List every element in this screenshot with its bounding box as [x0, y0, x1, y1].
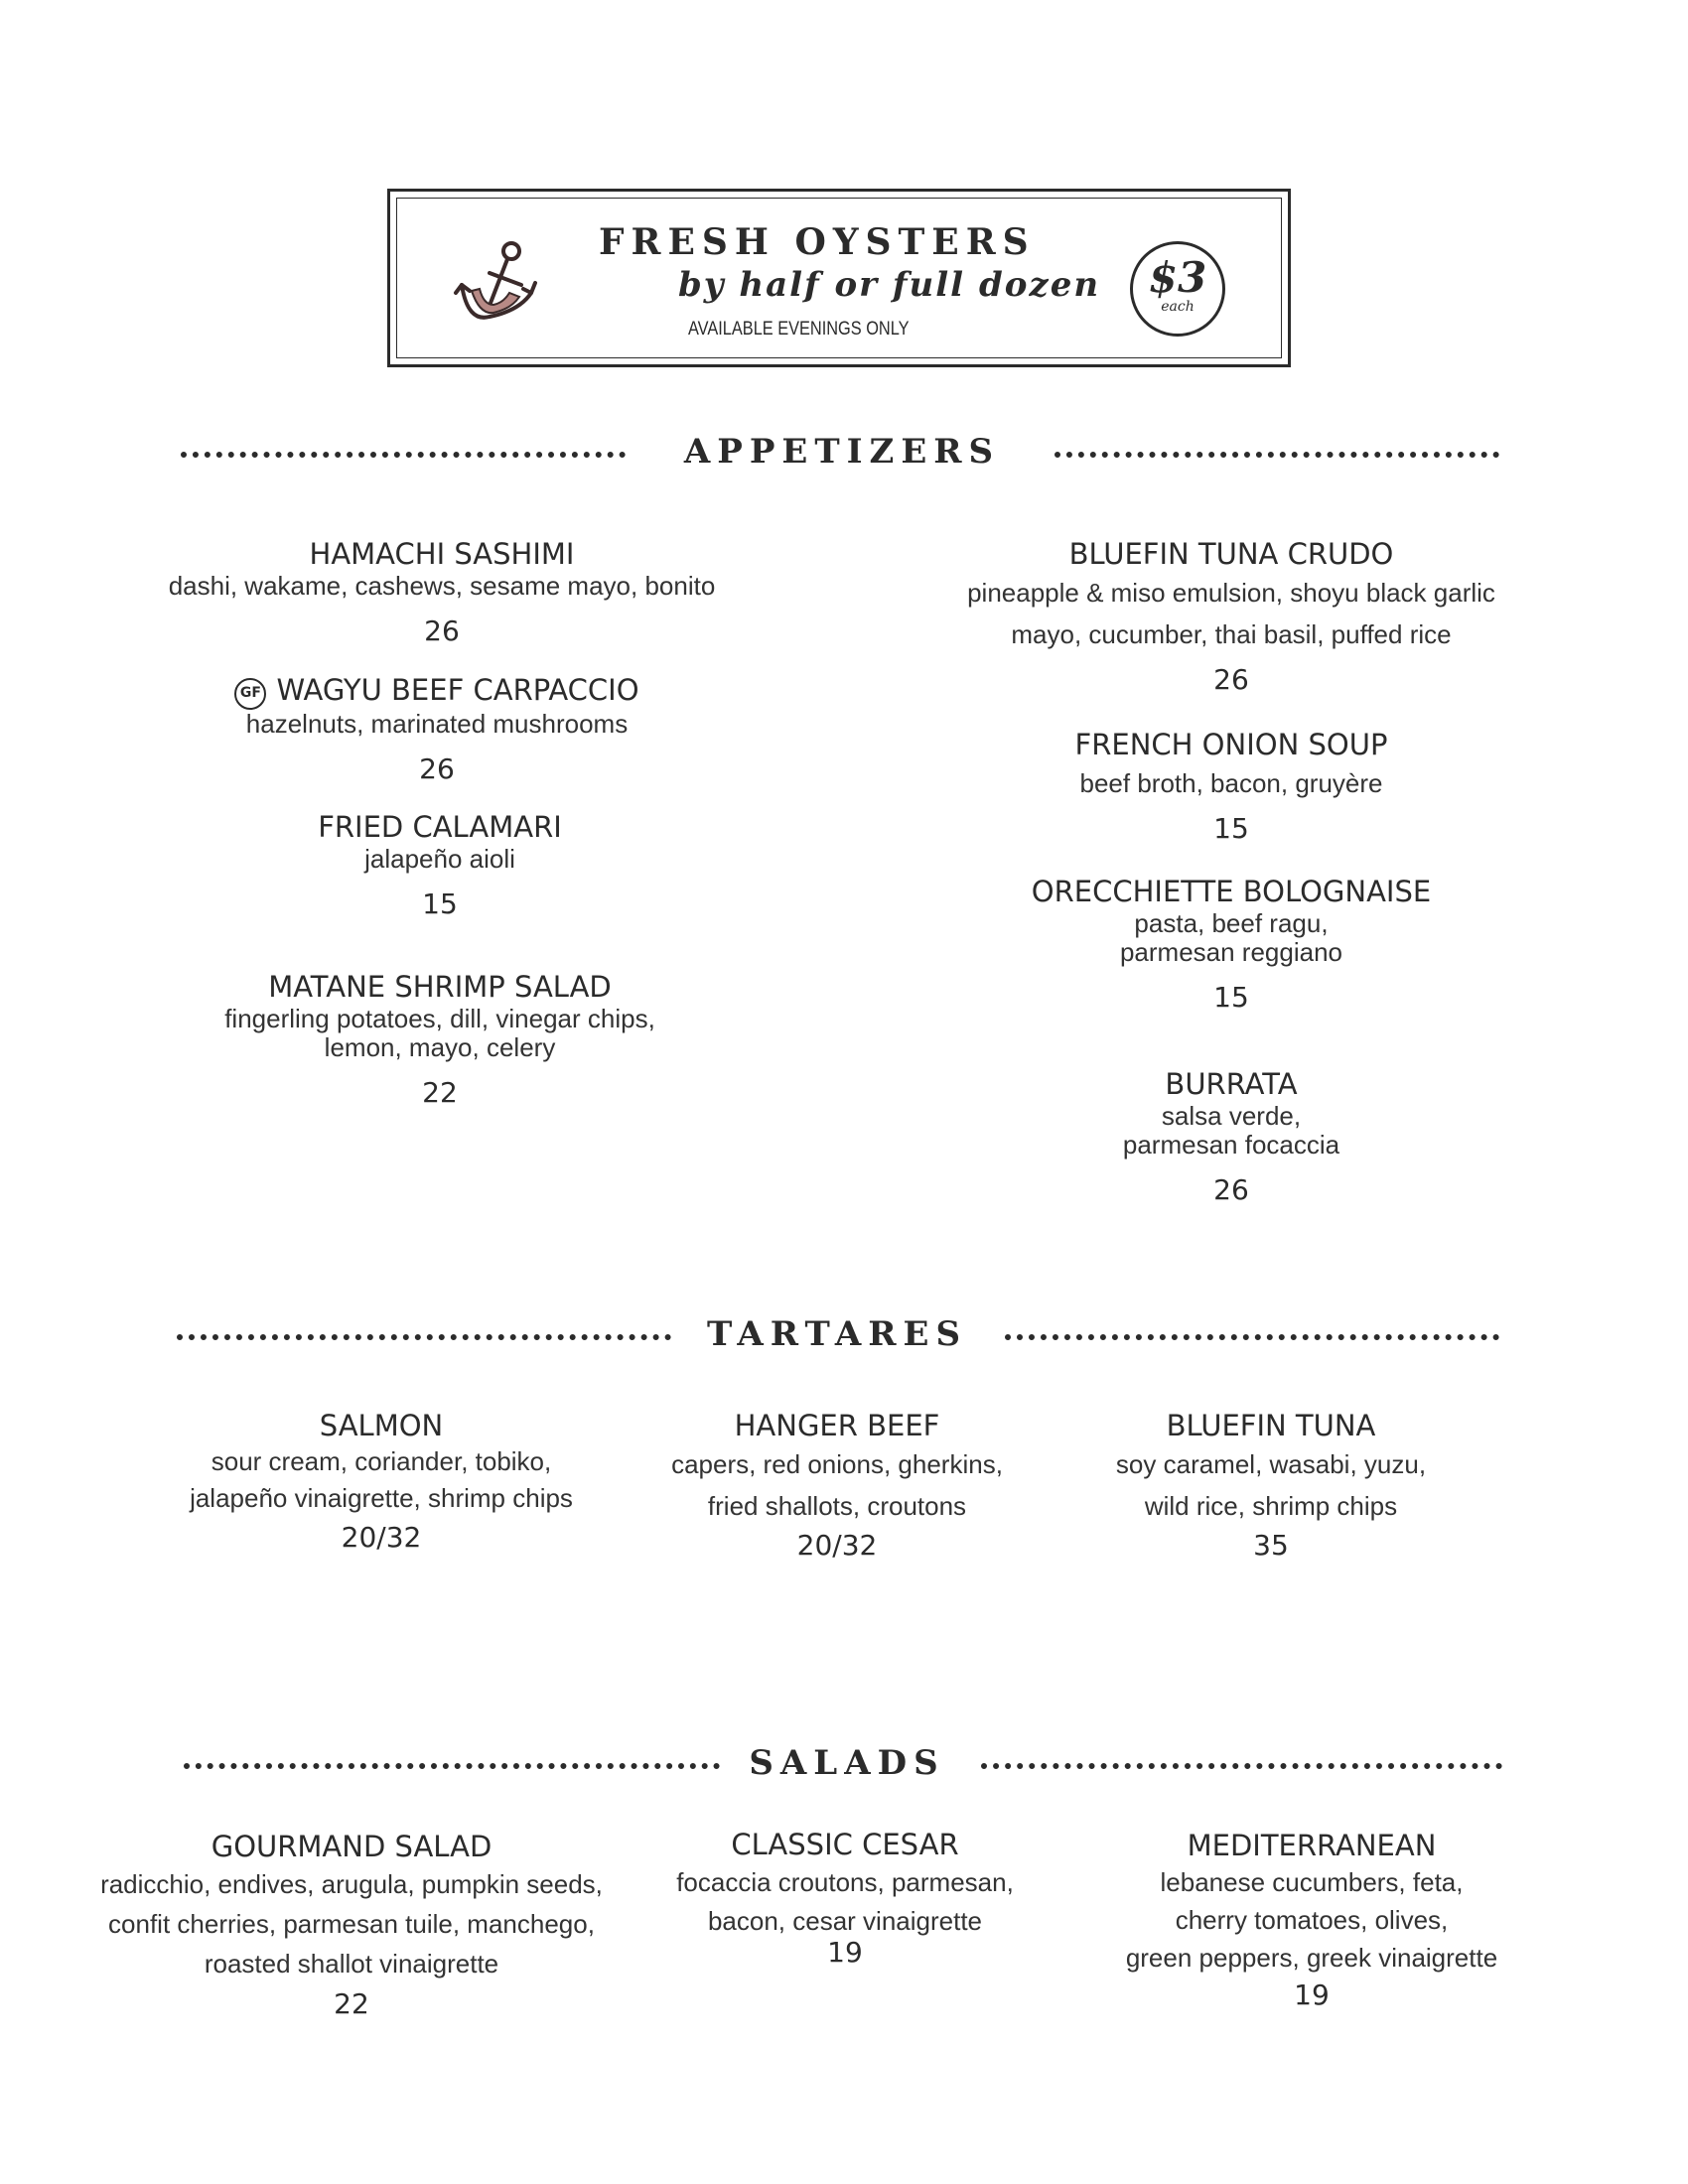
menu-item	[1014, 1828, 1610, 2011]
oysters-price-badge	[1130, 241, 1225, 337]
item-price: 15	[1213, 812, 1249, 845]
item-description-line: jalapeño vinaigrette, shrimp chips	[190, 1483, 573, 1513]
item-price: 15	[422, 887, 458, 920]
item-name: MEDITERRANEAN	[1187, 1829, 1437, 1862]
item-description-line: focaccia croutons, parmesan,	[676, 1867, 1014, 1897]
item-price: 22	[422, 1076, 458, 1109]
oysters-banner	[387, 189, 1291, 367]
divider-left	[184, 1763, 720, 1769]
item-price: 20/32	[796, 1529, 878, 1562]
item-description-line: confit cherries, parmesan tuile, manchego,	[108, 1909, 595, 1939]
item-price: 26	[419, 752, 455, 785]
item-price: 15	[1213, 981, 1249, 1014]
menu-item	[933, 1066, 1529, 1206]
item-description-line: pasta, beef ragu,	[1134, 908, 1329, 938]
menu-item	[933, 874, 1529, 1014]
anchor-icon	[450, 233, 549, 333]
item-name: ORECCHIETTE BOLOGNAISE	[1031, 875, 1432, 908]
item-name: BURRATA	[1165, 1067, 1298, 1101]
item-name: CLASSIC CESAR	[731, 1828, 959, 1861]
item-description-line: radicchio, endives, arugula, pumpkin seeds,	[100, 1869, 603, 1899]
item-price: 26	[1213, 663, 1249, 696]
item-name: WAGYU BEEF CARPACCIO	[276, 673, 639, 707]
divider-right	[981, 1763, 1502, 1769]
item-name: MATANE SHRIMP SALAD	[268, 970, 612, 1004]
item-price: 26	[424, 614, 460, 647]
item-description-line: fingerling potatoes, dill, vinegar chips,	[224, 1004, 655, 1033]
item-name: HANGER BEEF	[734, 1409, 940, 1442]
menu-item	[933, 727, 1529, 845]
item-description-line: fried shallots, croutons	[707, 1491, 967, 1521]
item-name: BLUEFIN TUNA CRUDO	[1068, 537, 1394, 571]
divider-left	[181, 452, 626, 458]
oysters-price: $3	[1148, 253, 1207, 302]
divider-right	[1055, 452, 1499, 458]
menu-item	[973, 1408, 1569, 1562]
menu-item	[142, 809, 738, 920]
item-description: hazelnuts, marinated mushrooms	[245, 709, 629, 739]
item-description-line: green peppers, greek vinaigrette	[1125, 1943, 1498, 1973]
item-name: FRENCH ONION SOUP	[1074, 728, 1388, 761]
section-title-appetizers: APPETIZERS	[683, 432, 1001, 472]
oysters-price-unit: each	[1161, 299, 1195, 315]
section-title-salads: SALADS	[749, 1743, 945, 1783]
item-name: FRIED CALAMARI	[318, 810, 562, 844]
menu-item	[144, 536, 740, 647]
item-description-line: pineapple & miso emulsion, shoyu black garlic	[967, 578, 1495, 608]
item-description-line: mayo, cucumber, thai basil, puffed rice	[1011, 619, 1452, 649]
section-title-tartares: TARTARES	[706, 1314, 968, 1354]
item-description-line: parmesan focaccia	[1122, 1130, 1340, 1160]
item-description-line: roasted shallot vinaigrette	[204, 1949, 499, 1979]
menu-item	[933, 536, 1529, 696]
item-name: GOURMAND SALAD	[211, 1830, 492, 1863]
item-description-line: lebanese cucumbers, feta,	[1160, 1867, 1464, 1897]
item-description: dashi, wakame, cashews, sesame mayo, bonito	[168, 571, 716, 601]
item-name: SALMON	[319, 1409, 444, 1442]
menu-item	[142, 969, 738, 1109]
item-description-line: sour cream, coriander, tobiko,	[211, 1446, 552, 1476]
divider-right	[1005, 1334, 1499, 1340]
oysters-availability: AVAILABLE EVENINGS ONLY	[688, 319, 910, 340]
item-description-line: capers, red onions, gherkins,	[671, 1449, 1003, 1479]
item-description-line: lemon, mayo, celery	[324, 1032, 556, 1062]
item-price: 35	[1253, 1529, 1289, 1562]
item-description-line: soy caramel, wasabi, yuzu,	[1115, 1449, 1427, 1479]
item-description-line: wild rice, shrimp chips	[1144, 1491, 1398, 1521]
item-price: 19	[1294, 1979, 1330, 2011]
item-price: 26	[1213, 1173, 1249, 1206]
gluten-free-icon: GF	[234, 678, 266, 710]
item-description-line: cherry tomatoes, olives,	[1175, 1905, 1449, 1935]
oysters-subtitle: by half or full dozen	[678, 265, 1101, 305]
item-name: BLUEFIN TUNA	[1166, 1409, 1376, 1442]
item-name-row	[139, 672, 735, 710]
item-name: HAMACHI SASHIMI	[309, 537, 575, 571]
item-description: beef broth, bacon, gruyère	[1079, 768, 1383, 798]
item-price: 19	[827, 1936, 863, 1969]
item-description: jalapeño aioli	[364, 844, 515, 874]
item-description-line: parmesan reggiano	[1119, 937, 1343, 967]
oysters-title: FRESH OYSTERS	[599, 221, 1036, 263]
menu-item	[139, 672, 735, 785]
item-price: 20/32	[341, 1521, 422, 1554]
item-description-line: bacon, cesar vinaigrette	[707, 1906, 983, 1936]
item-description-line: salsa verde,	[1161, 1101, 1302, 1131]
item-price: 22	[334, 1987, 369, 2020]
divider-left	[177, 1334, 671, 1340]
